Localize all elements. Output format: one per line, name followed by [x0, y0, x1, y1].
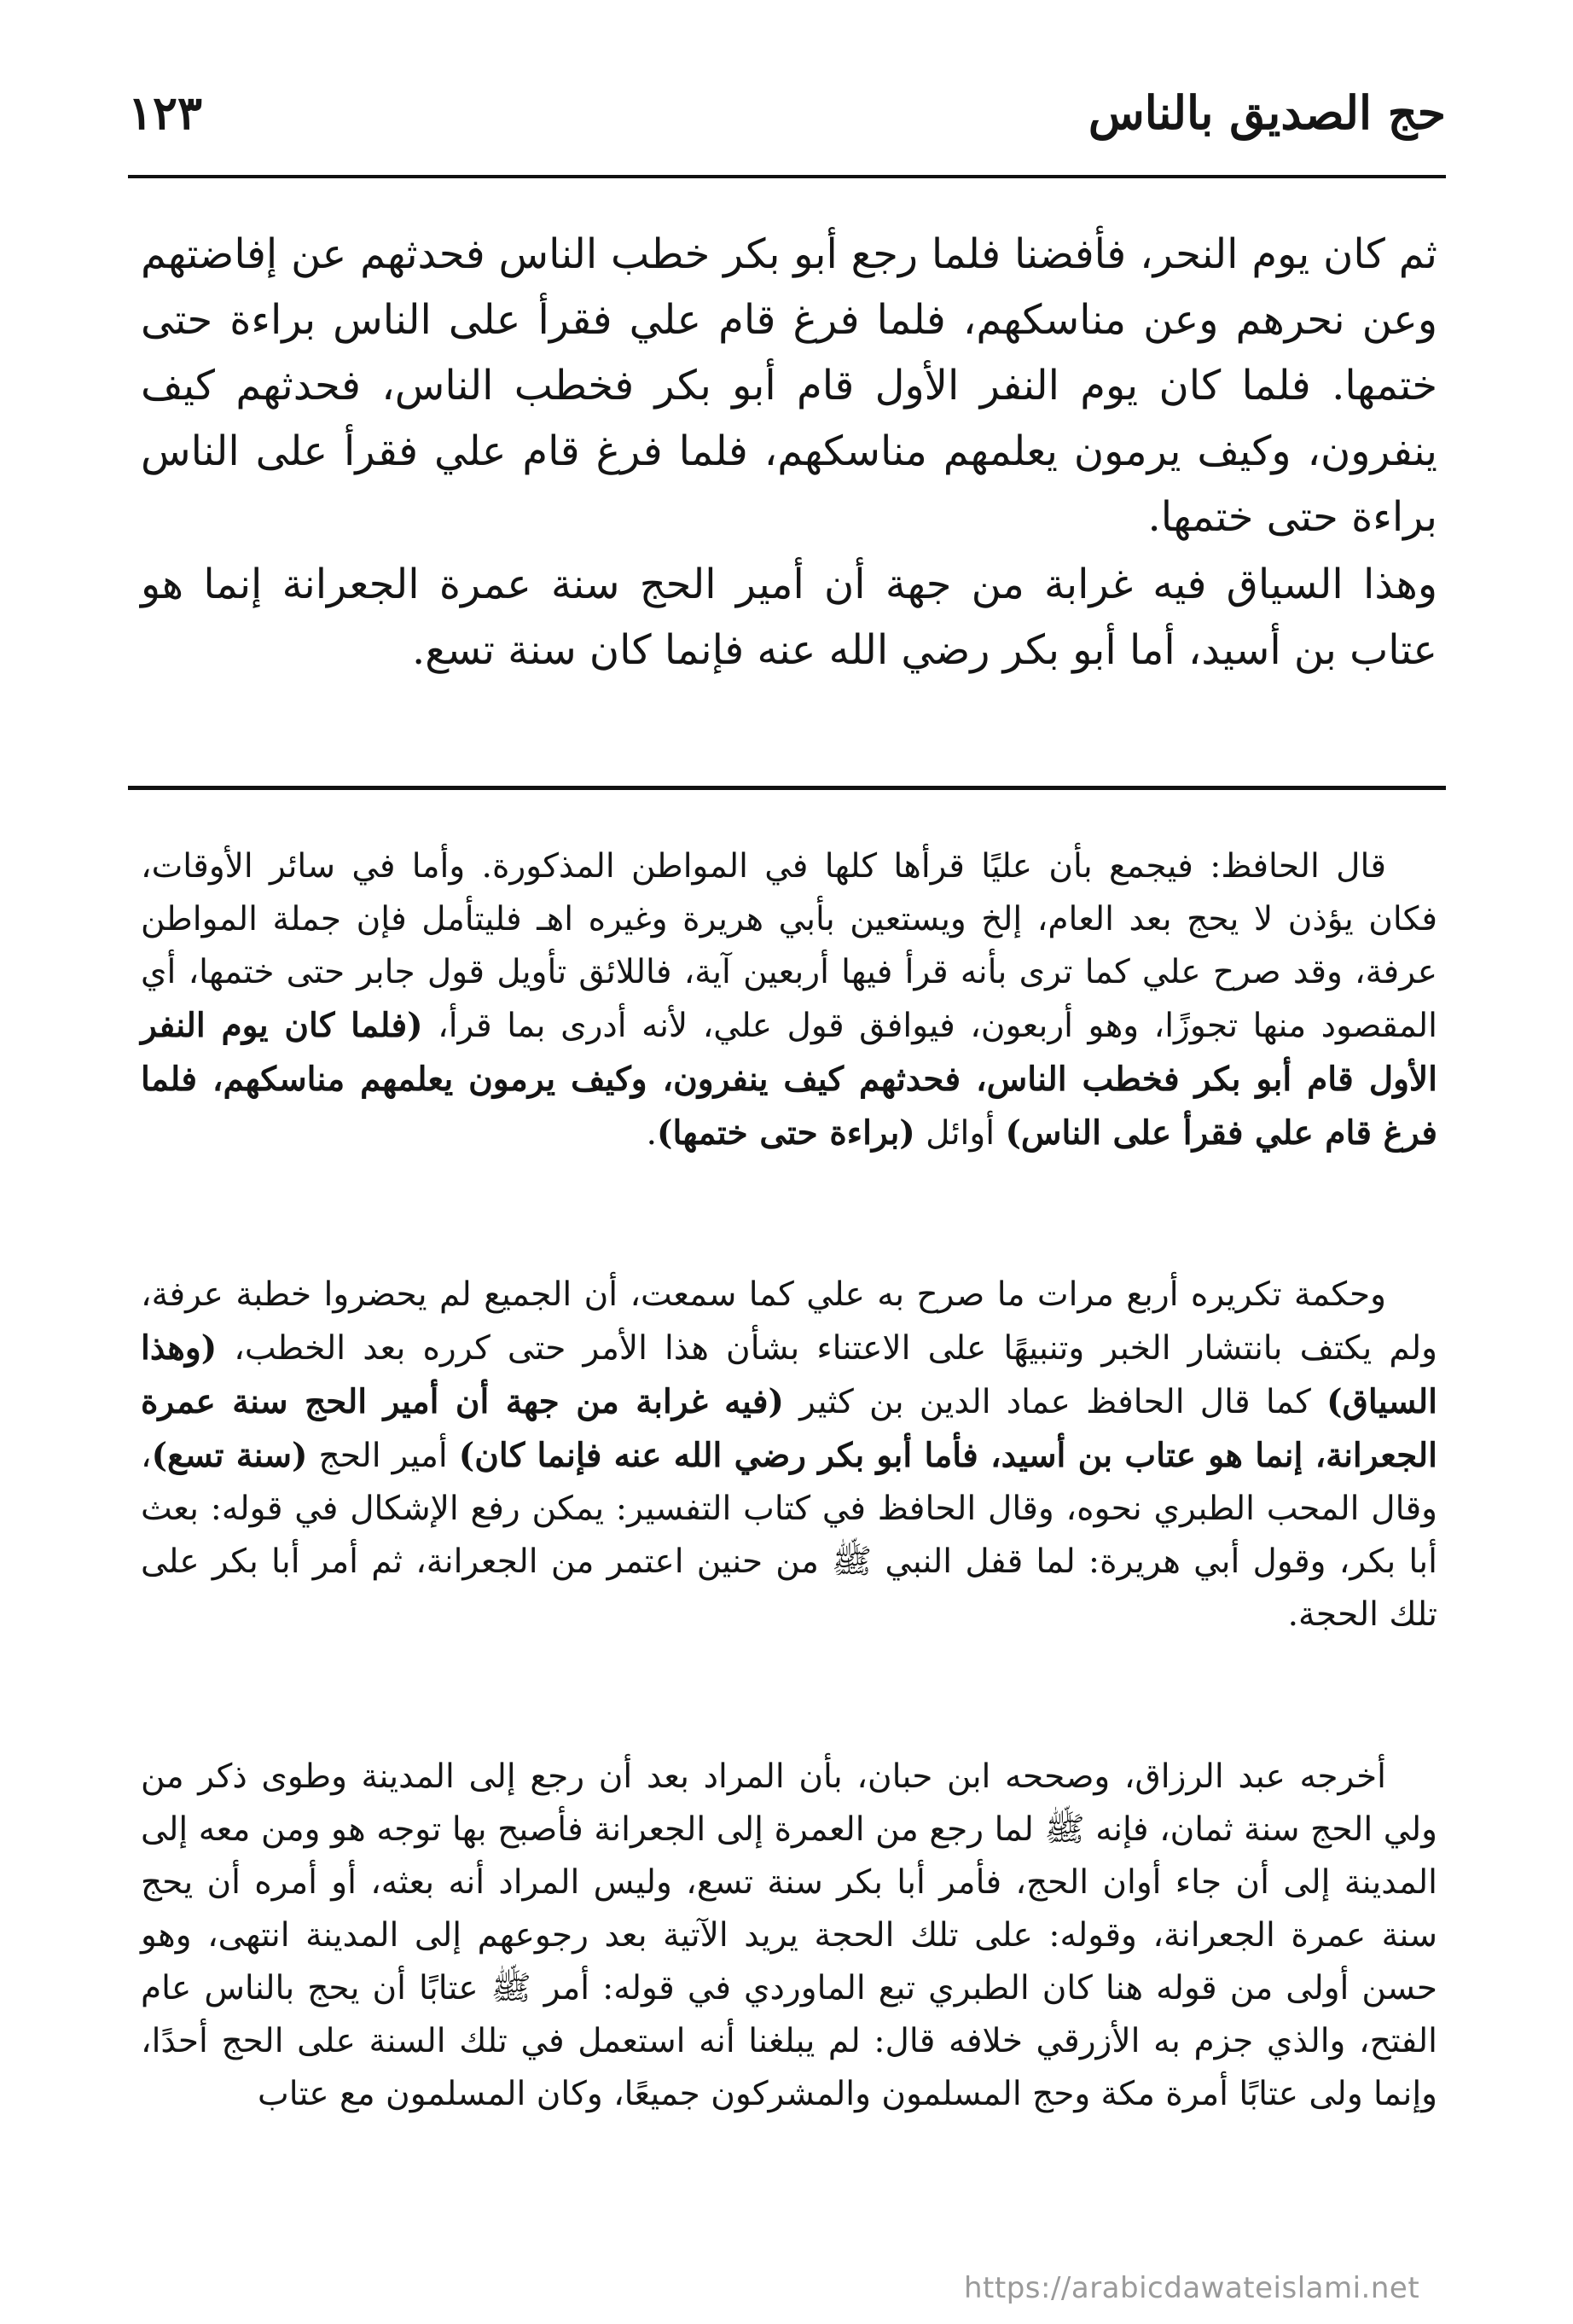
footnote-1-quote-b: (براءة حتى ختمها) [657, 1113, 915, 1153]
footnote-1-paragraph [141, 840, 1437, 1160]
footnote-1-text-a: قال الحافظ: فيجمع بأن عليًا قرأها كلها في المواطن المذكورة. وأما في سائر الأوقات، فكان يؤذن لا يحج بعد العام، إلخ ويستعين بأبي هريرة وغيره اهـ فليتأمل فإن جملة المواطن عرفة، وقد صرح علي كما ترى بأنه قرأ فيها أربعين آية، فاللائق تأويل قول جابر حتى ختمها، أي المقصود منها تجوزًا، وهو أربعون، فيوافق قول علي، لأنه أدرى بما قرأ، [141, 847, 1437, 1045]
footnote-2-text-b: كما قال الحافظ عماد الدين بن كثير [783, 1383, 1327, 1421]
footnote-2-paragraph [141, 1269, 1437, 1641]
footnote-2-quote-b: (فيه غرابة من جهة أن أمير الحج سنة عمرة الجعرانة، إنما هو عتاب بن أسيد، فأما أبو بكر رضي الله عنه فإنما كان) [141, 1382, 1437, 1475]
main-paragraph-1: ثم كان يوم النحر، فأفضنا فلما رجع أبو بكر خطب الناس فحدثهم عن إفاضتهم وعن نحرهم وعن مناسكهم، فلما فرغ قام علي فقرأ على الناس براءة حتى ختمها. فلما كان يوم النفر الأول قام أبو بكر فخطب الناس، فحدثهم كيف ينفرون، وكيف يرمون يعلمهم مناسكهم، فلما فرغ قام علي فقرأ على الناس براءة حتى ختمها. [141, 230, 1437, 541]
footnote-1 [141, 840, 1437, 1160]
footnote-2-text-c: أمير الحج [307, 1437, 459, 1475]
footnote-3-paragraph: أخرجه عبد الرزاق، وصححه ابن حبان، بأن المراد بعد أن رجع إلى المدينة وطوى ذكر من ولي الحج سنة ثمان، فإنه ﷺ لما رجع من العمرة إلى الجعرانة فأصبح بها توجه هو ومن معه إلى المدينة إلى أن جاء أوان الحج، فأمر أبا بكر سنة تسع، وليس المراد أنه بعثه، أو أمره أن يحج سنة عمرة الجعرانة، وقوله: على تلك الحجة يريد الآتية بعد رجوعهم إلى المدينة انتهى، وهو حسن أولى من قوله هنا كان الطبري تبع الماوردي في قوله: أمر ﷺ عتابًا أن يحج بالناس عام الفتح، والذي جزم به الأزرقي خلافه قال: لم يبلغنا أنه استعمل في تلك السنة على الحج أحدًا، وإنما ولى عتابًا أمرة مكة وحج المسلمون والمشركون جميعًا، وكان المسلمون مع عتاب [141, 1758, 1437, 2113]
footnote-1-quote-a: (فلما كان يوم النفر الأول قام أبو بكر فخطب الناس، فحدثهم كيف ينفرون، وكيف يرمون يعلمهم مناسكهم، فلما فرغ قام علي فقرأ على الناس) [141, 1006, 1437, 1153]
footnote-2-text-d: ، وقال المحب الطبري نحوه، وقال الحافظ في كتاب التفسير: يمكن رفع الإشكال في قوله: بعث أبا بكر، وقول أبي هريرة: لما قفل النبي ﷺ من حنين اعتمر من الجعرانة، ثم أمر أبا بكر على تلك الحجة. [141, 1437, 1437, 1634]
footnote-3 [141, 1751, 1437, 2121]
footnote-2-quote-a: (وهذا السياق) [141, 1328, 1437, 1421]
header-rule [128, 175, 1446, 178]
page-number: ١٢٣ [128, 85, 203, 140]
main-text [141, 222, 1437, 683]
footnote-1-text-c: . [646, 1114, 658, 1153]
watermark-url: https://arabicdawateislami.net [964, 2271, 1420, 2305]
main-paragraph-2: وهذا السياق فيه غرابة من جهة أن أمير الحج سنة عمرة الجعرانة إنما هو عتاب بن أسيد، أما أبو بكر رضي الله عنه فإنما كان سنة تسع. [141, 561, 1437, 674]
footnote-2-text-a: وحكمة تكريره أربع مرات ما صرح به علي كما سمعت، أن الجميع لم يحضروا خطبة عرفة، ولم يكتف بانتشار الخبر وتنبيهًا على الاعتناء بشأن هذا الأمر حتى كرره بعد الخطب، [141, 1275, 1437, 1368]
footnote-1-text-b: أوائل [914, 1114, 1006, 1153]
page-header [128, 85, 1446, 140]
footnote-2 [141, 1269, 1437, 1641]
footnote-separator [128, 786, 1446, 790]
footnote-2-quote-c: (سنة تسع) [151, 1436, 308, 1475]
running-title: حج الصديق بالناس [1088, 85, 1446, 140]
